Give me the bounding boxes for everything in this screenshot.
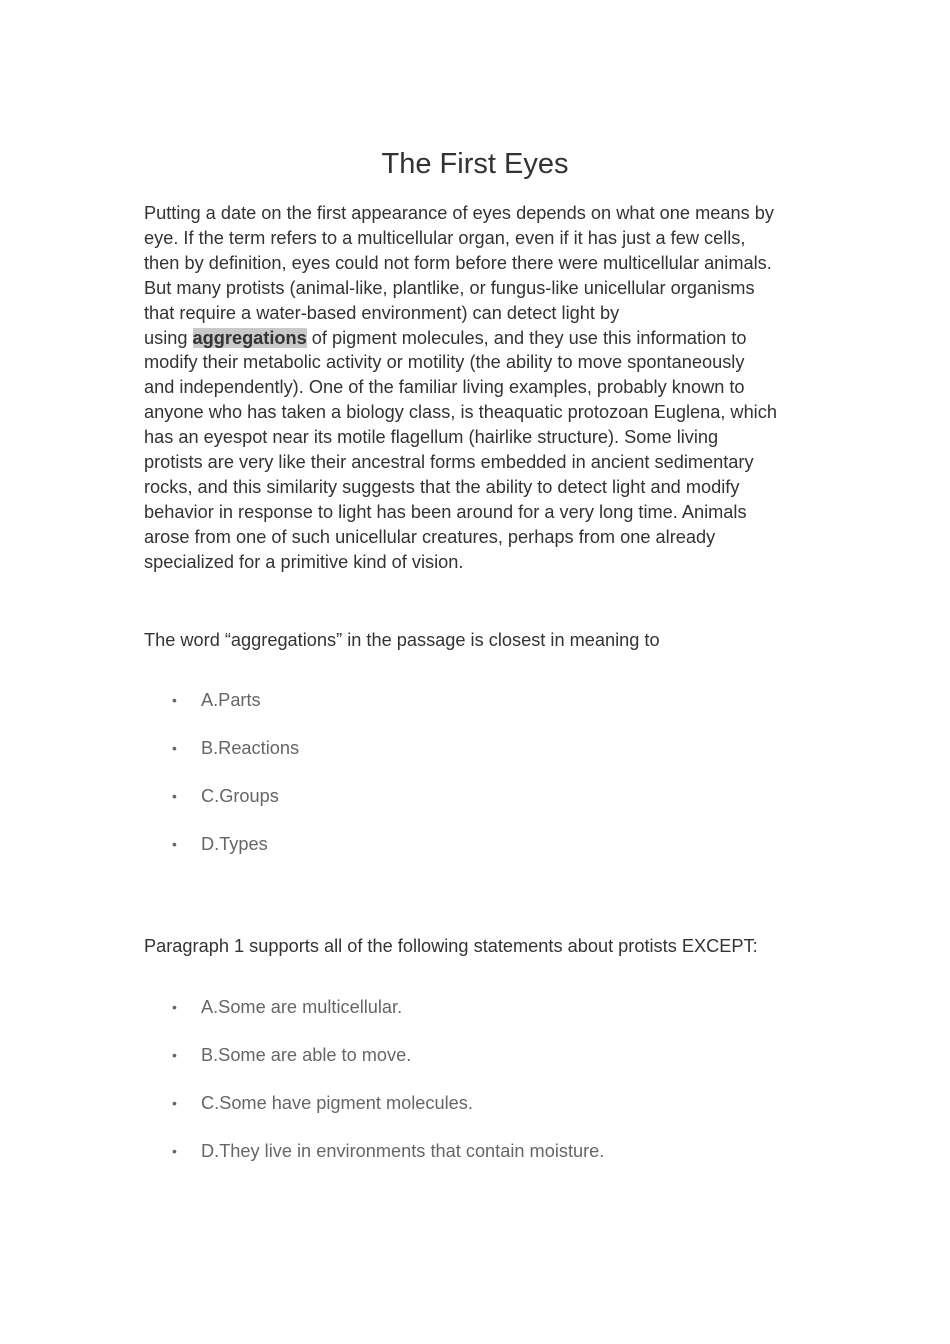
passage-line-highlighted [144,326,816,351]
passage-line: anyone who has taken a biology class, is theaquatic protozoan Euglena, which [144,402,777,423]
answer-option[interactable] [0,688,950,736]
passage-line: that require a water-based environment) can detect light by [144,302,620,323]
question-1-options [0,688,950,880]
question-2-options [0,995,950,1187]
answer-option[interactable] [0,1043,950,1091]
bullet-icon: • [172,1095,177,1111]
passage-text: using [144,327,193,348]
passage-line: But many protists (animal-like, plantlike, or fungus-like unicellular organisms [144,277,755,298]
bullet-icon: • [172,836,177,852]
answer-option-label: A.Some are multicellular. [201,997,403,1017]
answer-option[interactable] [0,832,950,880]
question-1-prompt: The word “aggregations” in the passage is closest in meaning to [144,630,660,650]
bullet-icon: • [172,999,177,1015]
question-2-prompt: Paragraph 1 supports all of the following statements about protists EXCEPT: [144,936,758,956]
answer-option[interactable] [0,1139,950,1187]
answer-option[interactable] [0,736,950,784]
answer-option-label: C.Groups [201,786,279,806]
answer-option[interactable] [0,995,950,1043]
answer-option-label: D.Types [201,834,268,854]
bullet-icon: • [172,1047,177,1063]
passage-text: of pigment molecules, and they use this information to [306,327,747,348]
page-title: The First Eyes [381,148,569,180]
answer-option-label: D.They live in environments that contain moisture. [201,1141,605,1161]
passage-line: behavior in response to light has been around for a very long time. Animals [144,501,747,522]
passage-line: Putting a date on the first appearance of eyes depends on what one means by [144,203,774,223]
bullet-icon: • [172,740,177,756]
answer-option[interactable] [0,784,950,832]
bullet-icon: • [172,692,177,708]
passage-line: modify their metabolic activity or motility (the ability to move spontaneously [144,352,745,373]
answer-option-label: B.Reactions [201,738,300,758]
passage-line: arose from one of such unicellular creatures, perhaps from one already [144,526,716,547]
passage-paragraph [144,201,816,575]
answer-option-label: A.Parts [201,690,261,710]
passage-line: specialized for a primitive kind of vision. [144,551,464,572]
highlighted-word: aggregations [192,327,307,348]
passage-line: protists are very like their ancestral forms embedded in ancient sedimentary [144,452,754,473]
answer-option-label: C.Some have pigment molecules. [201,1093,473,1113]
passage-line: has an eyespot near its motile flagellum (hairlike structure). Some living [144,427,719,448]
passage-line: and independently). One of the familiar living examples, probably known to [144,377,745,398]
passage-line: then by definition, eyes could not form before there were multicellular animals. [144,252,772,273]
passage-line: rocks, and this similarity suggests that the ability to detect light and modify [144,476,740,497]
answer-option-label: B.Some are able to move. [201,1045,412,1065]
passage-line: eye. If the term refers to a multicellular organ, even if it has just a few cells, [144,227,746,248]
answer-option[interactable] [0,1091,950,1139]
bullet-icon: • [172,788,177,804]
bullet-icon: • [172,1143,177,1159]
